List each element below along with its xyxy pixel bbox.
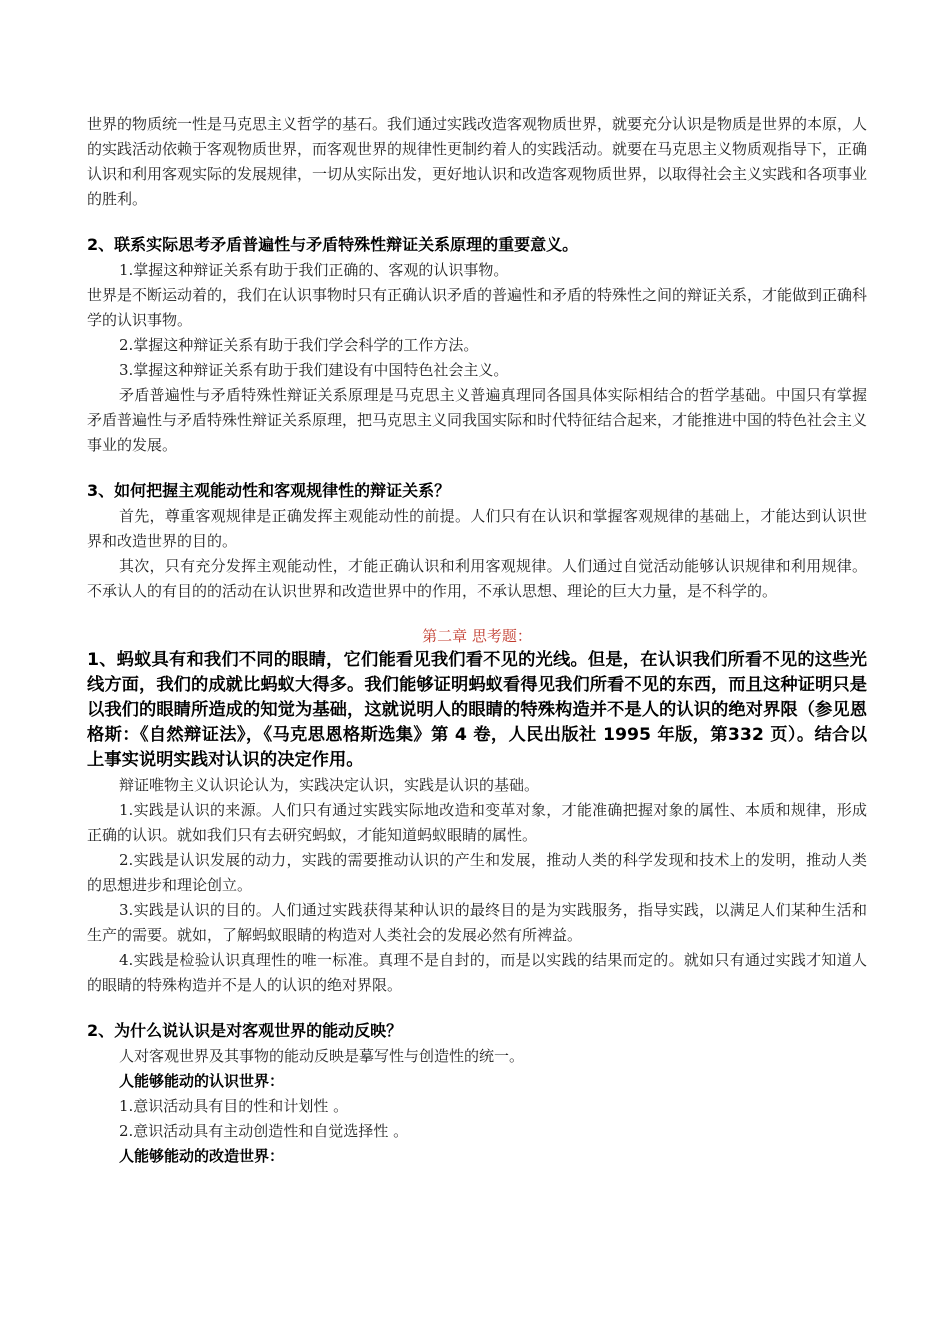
answer-1-point-1: 1.实践是认识的来源。人们只有通过实践实际地改造和变革对象，才能准确把握对象的属性、本质和规律，形成正确的认识。就如我们只有去研究蚂蚁，才能知道蚂蚁眼睛的属性。 [87,801,867,844]
chapter-2-heading: 第二章 思考题： [422,627,532,645]
answer-2-point-2: 2.意识活动具有主动创造性和自觉选择性 。 [119,1122,409,1140]
answer-2-intro: 人对客观世界及其事物的能动反映是摹写性与创造性的统一。 [119,1047,525,1065]
section-2-heading: 2、联系实际思考矛盾普遍性与矛盾特殊性辩证关系原理的重要意义。 [87,235,579,254]
section-2-point-1: 1.掌握这种辩证关系有助于我们正确的、客观的认识事物。 [119,261,509,279]
answer-1-point-4: 4.实践是检验认识真理性的唯一标准。真理不是自封的，而是以实践的结果而定的。就如只有通过实践才知道人的眼睛的特殊构造并不是人的认识的绝对界限。 [87,951,867,994]
answer-1-point-3: 3.实践是认识的目的。人们通过实践获得某种认识的最终目的是为实践服务，指导实践，以满足人们某种生活和生产的需要。就如，了解蚂蚁眼睛的构造对人类社会的发展必然有所裨益。 [87,901,867,944]
section-3-heading: 3、如何把握主观能动性和客观规律性的辩证关系？ [87,481,451,500]
intro-paragraph: 世界的物质统一性是马克思主义哲学的基石。我们通过实践改造客观物质世界，就要充分认识是物质是世界的本原，人的实践活动依赖于客观物质世界，而客观世界的规律性更制约着人的实践活动。就要在马克思主义物质观指导下，正确认识和利用客观实际的发展规律，一切从实际出发，更好地认识和改造客观物质世界，以取得社会主义实践和各项事业的胜利。 [87,115,868,208]
answer-1-intro: 辩证唯物主义认识论认为，实践决定认识，实践是认识的基础。 [119,776,540,794]
answer-2-point-1: 1.意识活动具有目的性和计划性 。 [119,1097,349,1115]
answer-2-subheading-1: 人能够能动的认识世界： [119,1072,285,1090]
answer-2-subheading-2: 人能够能动的改造世界： [119,1147,285,1165]
chapter-2-question-2: 2、为什么说认识是对客观世界的能动反映？ [87,1021,403,1040]
section-3-paragraph-2: 其次，只有充分发挥主观能动性，才能正确认识和利用客观规律。人们通过自觉活动能够认识规律和利用规律。不承认人的有目的的活动在认识世界和改造世界中的作用，不承认思想、理论的巨大力量，是不科学的。 [87,557,867,600]
document-page [87,112,867,1169]
section-2-point-3: 3.掌握这种辩证关系有助于我们建设有中国特色社会主义。 [119,361,509,379]
section-2-explanation: 世界是不断运动着的，我们在认识事物时只有正确认识矛盾的普遍性和矛盾的特殊性之间的辩证关系，才能做到正确科学的认识事物。 [87,286,868,329]
section-2-conclusion: 矛盾普遍性与矛盾特殊性辩证关系原理是马克思主义普遍真理同各国具体实际相结合的哲学基础。中国只有掌握矛盾普遍性与矛盾特殊性辩证关系原理，把马克思主义同我国实际和时代特征结合起来，才能推进中国的特色社会主义事业的发展。 [87,386,868,454]
chapter-2-question-1: 1、蚂蚁具有和我们不同的眼睛，它们能看见我们看不见的光线。但是，在认识我们所看不见的这些光线方面，我们的成就比蚂蚁大得多。我们能够证明蚂蚁看得见我们所看不见的东西，而且这种证明只是以我们的眼睛所造成的知觉为基础，这就说明人的眼睛的特殊构造并不是人的认识的绝对界限（参见恩格斯：《自然辩证法》，《马克思恩格斯选集》第 4 卷，人民出版社 1995 年版，第332 页）。结合以上事实说明实践对认识的决定作用。 [87,650,867,770]
answer-1-point-2: 2.实践是认识发展的动力，实践的需要推动认识的产生和发展，推动人类的科学发现和技术上的发明，推动人类的思想进步和理论创立。 [87,851,867,894]
section-2-point-2: 2.掌握这种辩证关系有助于我们学会科学的工作方法。 [119,336,479,354]
section-3-paragraph-1: 首先，尊重客观规律是正确发挥主观能动性的前提。人们只有在认识和掌握客观规律的基础上，才能达到认识世界和改造世界的目的。 [87,507,867,550]
